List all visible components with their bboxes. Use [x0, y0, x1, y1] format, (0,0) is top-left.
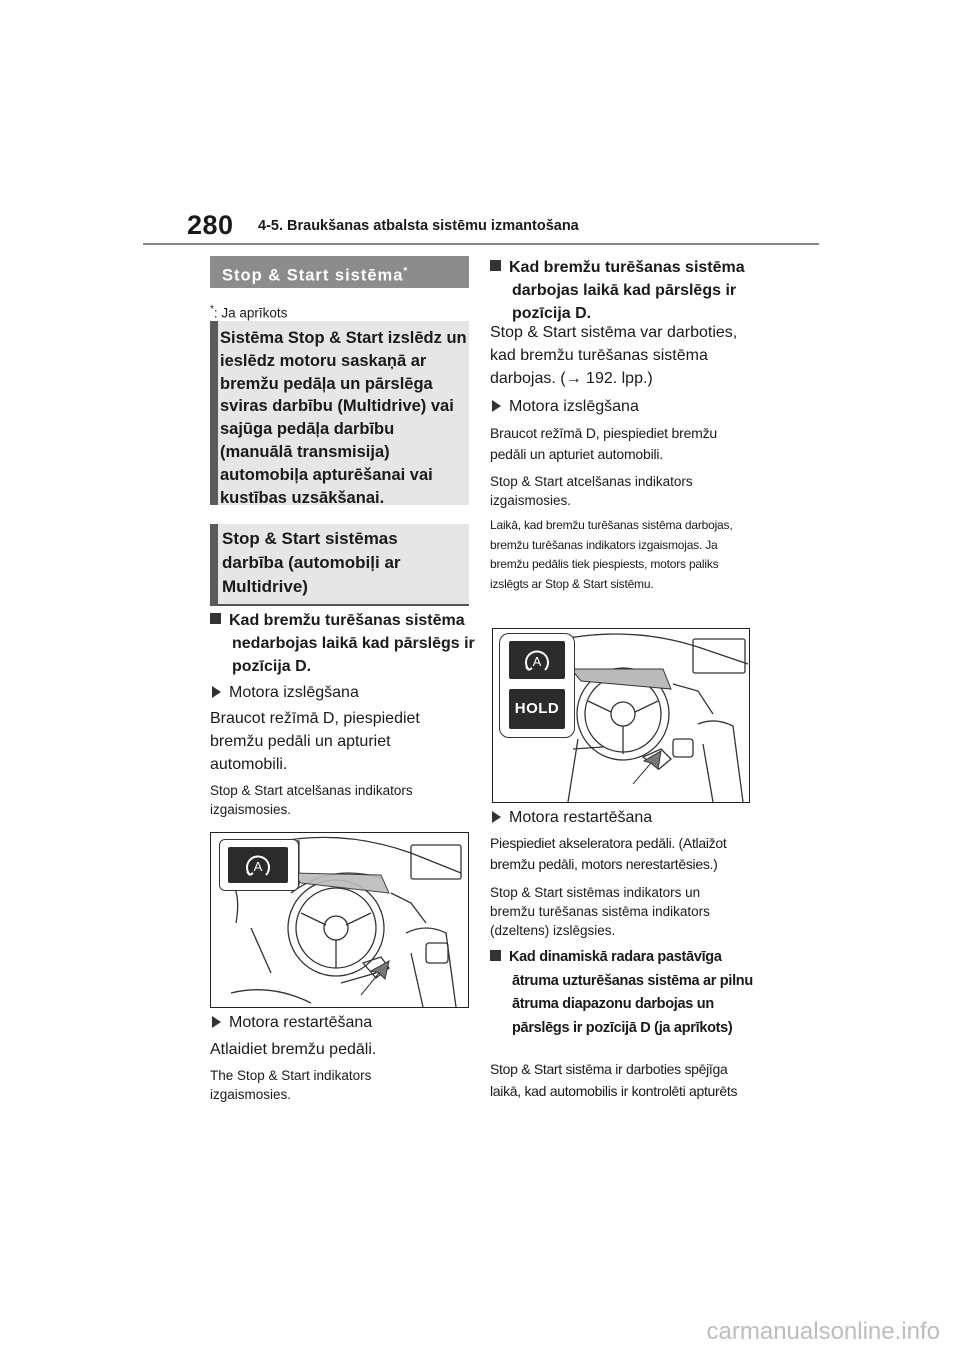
subheading-left: Kad bremžu turēšanas sistēma nedarbojas laikā kad pārslēgs ir pozīcija D.	[210, 609, 488, 678]
footnote-mark: *	[210, 304, 214, 315]
subheading-right: Kad bremžu turēšanas sistēma darbojas laikā kad pārslēgs ir pozīcija D.	[490, 256, 766, 325]
triangle-bullet-icon	[212, 1016, 221, 1028]
section-title-text: Stop & Start sistēma	[222, 266, 404, 285]
triangle-bullet-icon	[212, 686, 221, 698]
operation-title: Stop & Start sistēmas darbība (automobiļi ar Multidrive)	[222, 529, 401, 596]
radar-heading: Kad dinamiskā radara pastāvīga ātruma uzturēšanas sistēma ar pilnu ātruma diapazonu darbojas un pārslēgs ir pozīcijā D (ja aprīkots)	[490, 946, 762, 1040]
intro-right: Stop & Start sistēma var darboties, kad bremžu turēšanas sistēma darbojas. (→ 192. lpp.)	[490, 324, 738, 387]
a-symbol: A	[253, 859, 263, 874]
restart-label-right: Motora restartēšana	[492, 806, 652, 829]
footnote-text: : Ja aprīkots	[213, 305, 288, 321]
operation-title-bar	[210, 524, 218, 604]
stop-note-right: Stop & Start atcelšanas indikators izgaismosies.	[490, 474, 693, 508]
auto-stop-icon	[228, 847, 288, 883]
section-title	[210, 256, 469, 288]
triangle-bullet-icon	[492, 400, 501, 412]
page-number: 280	[187, 210, 234, 240]
stop-text-right: Braucot režīmā D, piespiediet bremžu pedāli un apturiet automobili.	[490, 425, 718, 462]
stop-label-left: Motora izslēgšana	[212, 681, 359, 704]
restart-note-right: Stop & Start sistēmas indikators un bremžu turēšanas sistēma indikators (dzeltens) izslēgsies.	[490, 885, 710, 938]
radar-text: Stop & Start sistēma ir darboties spējīga laikā, kad automobilis ir kontrolēti apturēts	[490, 1061, 738, 1099]
operation-title-box	[210, 524, 469, 606]
intro-box-text: Sistēma Stop & Start izslēdz un ieslēdz motoru saskaņā ar bremžu pedāļa un pārslēga sviras darbību (Multidrive) vai sajūga pedāļa darbību (manuālā transmisija) automobiļa apturēšanai vai kustības uzsākšanai.	[220, 329, 467, 507]
restart-text-left: Atlaidiet bremžu pedāli.	[210, 1041, 377, 1058]
triangle-bullet-icon	[492, 811, 501, 823]
stop-note2-right: Laikā, kad bremžu turēšanas sistēma darbojas, bremžu turēšanas indikators izgaismojas. Ja bremžu pedālis tiek piespiests, motors paliks izslēgts ar Stop & Start sistēmu.	[490, 518, 733, 591]
footnote	[210, 300, 287, 323]
restart-label-left: Motora restartēšana	[212, 1011, 372, 1034]
stop-start-indicator	[228, 847, 288, 883]
stop-note-left: Stop & Start atcelšanas indikators izgaismosies.	[210, 783, 413, 817]
watermark: carmanualsonline.info	[706, 1318, 940, 1345]
stop-text-left: Braucot režīmā D, piespiediet bremžu pedāli un apturiet automobili.	[210, 710, 420, 773]
hold-label: HOLD	[514, 700, 560, 717]
a-symbol: A	[532, 654, 542, 669]
section-title-mark: *	[403, 266, 409, 277]
brake-hold-indicator	[509, 689, 565, 729]
stop-start-indicator	[509, 641, 565, 679]
stop-label-right: Motora izslēgšana	[492, 395, 639, 418]
square-bullet-icon	[210, 613, 221, 624]
square-bullet-icon	[490, 260, 501, 271]
restart-text-right: Piespiediet akseleratora pedāli. (Atlaižot bremžu pedāli, motors nerestartēsies.)	[490, 835, 727, 872]
square-bullet-icon	[490, 950, 501, 961]
restart-note-left: The Stop & Start indikators izgaismosies.	[210, 1068, 372, 1102]
dashboard-illustration-right	[492, 628, 750, 803]
chapter-title: 4-5. Braukšanas atbalsta sistēmu izmantošana	[258, 218, 579, 234]
header-divider	[143, 243, 819, 245]
dashboard-illustration-left	[210, 832, 469, 1008]
auto-stop-icon	[509, 641, 565, 679]
intro-box-bar	[210, 321, 218, 505]
intro-box	[210, 321, 469, 505]
